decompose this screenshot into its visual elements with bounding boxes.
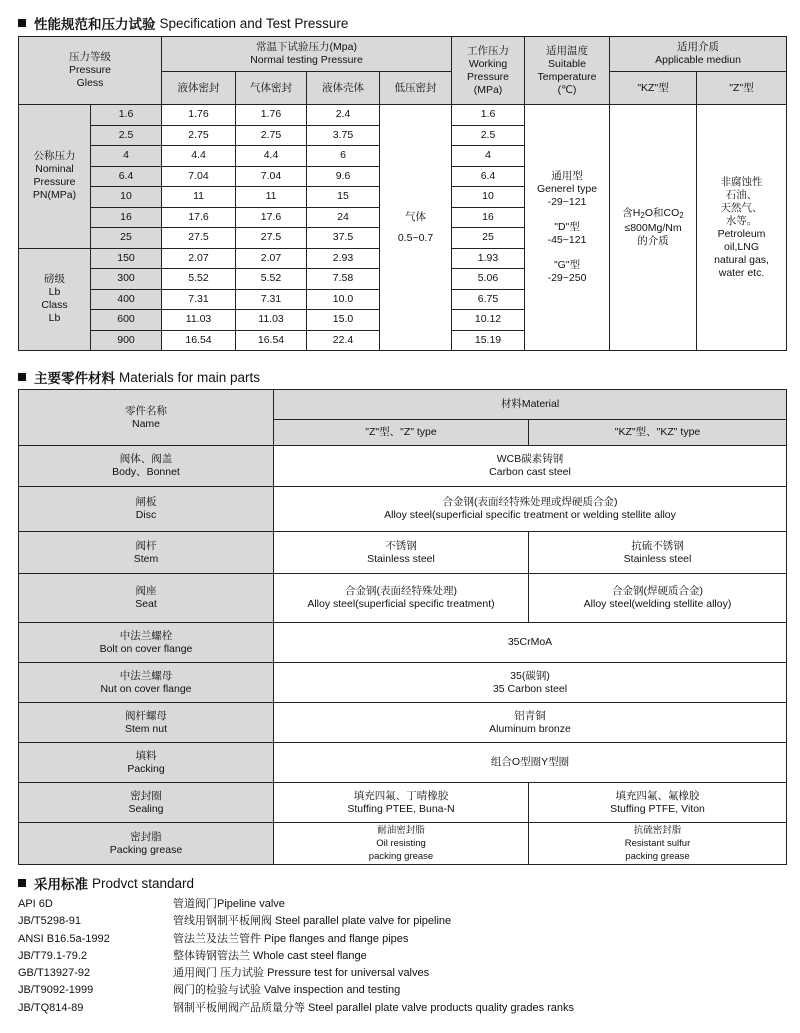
pressure-class: 6.4 — [91, 166, 162, 187]
part-name: 中法兰螺母 Nut on cover flange — [19, 663, 274, 703]
standard-desc: 管线用钢制平板闸阀 Steel parallel plate valve for pipeline — [173, 915, 452, 928]
table-row — [19, 574, 787, 623]
header-z-type: "Z"型、"Z" type — [274, 420, 529, 446]
part-name: 填料 Packing — [19, 743, 274, 783]
standard-item — [18, 948, 574, 965]
material-value: 35CrMoA — [274, 623, 787, 663]
lb-class-label: 磅级 Lb Class Lb — [19, 248, 91, 351]
gas-seal: 11.03 — [236, 310, 307, 331]
material-value-kz: 抗硫密封脂 Resistant sulfur packing grease — [529, 823, 787, 865]
liquid-seal: 17.6 — [162, 207, 236, 228]
section-title-spec: 性能规范和压力试验 Specification and Test Pressure — [18, 13, 348, 33]
working-pressure: 1.6 — [452, 105, 525, 126]
part-name: 中法兰螺栓 Bolt on cover flange — [19, 623, 274, 663]
pressure-class: 150 — [91, 248, 162, 269]
liquid-shell: 7.58 — [307, 269, 380, 290]
liquid-seal: 4.4 — [162, 146, 236, 167]
table-row — [19, 105, 787, 126]
liquid-seal: 5.52 — [162, 269, 236, 290]
standard-code: GB/T13927-92 — [18, 967, 91, 980]
table-row — [19, 446, 787, 487]
working-pressure: 6.75 — [452, 289, 525, 310]
part-name: 阀座 Seat — [19, 574, 274, 623]
liquid-seal: 16.54 — [162, 330, 236, 351]
liquid-shell: 10.0 — [307, 289, 380, 310]
liquid-shell: 22.4 — [307, 330, 380, 351]
material-value: 铝青铜 Aluminum bronze — [274, 703, 787, 743]
liquid-shell: 6 — [307, 146, 380, 167]
liquid-seal: 11.03 — [162, 310, 236, 331]
header-working-pressure: 工作压力 Working Pressure (MPa) — [452, 37, 525, 105]
working-pressure: 15.19 — [452, 330, 525, 351]
standard-item — [18, 896, 574, 913]
material-value: 组合O型圈Y型圈 — [274, 743, 787, 783]
material-value-kz: 合金钢(焊硬质合金) Alloy steel(welding stellite alloy) — [529, 574, 787, 623]
working-pressure: 10.12 — [452, 310, 525, 331]
table-row — [19, 783, 787, 823]
header-kz-type: "KZ"型、"KZ" type — [529, 420, 787, 446]
header-media: 适用介质 Applicable mediun — [610, 37, 787, 72]
table-row — [19, 823, 787, 865]
header-kz-type: "KZ"型 — [610, 72, 697, 105]
gas-seal: 2.07 — [236, 248, 307, 269]
standard-item — [18, 913, 574, 930]
material-value-z: 合金钢(表面经特殊处理) Alloy steel(superficial specific treatment) — [274, 574, 529, 623]
material-value: 合金钢(表面经特殊处理或焊硬质合金) Alloy steel(superficial specific treatment or welding stellite alloy — [274, 487, 787, 532]
material-value-kz: 抗硫不锈钢 Stainless steel — [529, 532, 787, 574]
header-liquid-shell: 液体壳体 — [307, 72, 380, 105]
part-name: 阀杆 Stem — [19, 532, 274, 574]
liquid-shell: 2.93 — [307, 248, 380, 269]
part-name: 密封圈 Sealing — [19, 783, 274, 823]
table-row — [19, 703, 787, 743]
temperature-range: 通用型 Generel type -29~121 "D"型 -45~121 "G"型 -29~250 — [525, 105, 610, 351]
standard-desc: 通用阀门 压力试验 Pressure test for universal valves — [173, 967, 430, 980]
header-part-name: 零件名称 Name — [19, 390, 274, 446]
pressure-class: 1.6 — [91, 105, 162, 126]
standard-code: JB/T5298-91 — [18, 915, 81, 928]
spec-table — [18, 36, 787, 351]
low-pressure-seal: 气体 0.5~0.7 — [380, 105, 452, 351]
gas-seal: 1.76 — [236, 105, 307, 126]
header-low-seal: 低压密封 — [380, 72, 452, 105]
square-bullet-icon — [18, 19, 26, 27]
working-pressure: 4 — [452, 146, 525, 167]
material-value: 35(碳钢) 35 Carbon steel — [274, 663, 787, 703]
pressure-class: 4 — [91, 146, 162, 167]
material-value: WCB碳素铸钢 Carbon cast steel — [274, 446, 787, 487]
table-row — [19, 743, 787, 783]
standard-desc: 管法兰及法兰管件 Pipe flanges and flange pipes — [173, 932, 409, 945]
standard-desc: 阀门的检验与试验 Valve inspection and testing — [173, 984, 401, 997]
liquid-shell: 2.4 — [307, 105, 380, 126]
standards-list — [18, 896, 574, 1017]
standard-desc: 整体铸钢管法兰 Whole cast steel flange — [173, 949, 367, 962]
gas-seal: 27.5 — [236, 228, 307, 249]
standard-item — [18, 931, 574, 948]
pressure-class: 2.5 — [91, 125, 162, 146]
standard-item — [18, 1000, 574, 1017]
working-pressure: 25 — [452, 228, 525, 249]
materials-table — [18, 389, 787, 865]
gas-seal: 16.54 — [236, 330, 307, 351]
gas-seal: 5.52 — [236, 269, 307, 290]
nominal-pressure-label: 公称压力 Nominal Pressure PN(MPa) — [19, 105, 91, 249]
header-z-type: "Z"型 — [697, 72, 787, 105]
standard-code: JB/T79.1-79.2 — [18, 949, 88, 962]
part-name: 阀体、阀盖 Body、Bonnet — [19, 446, 274, 487]
liquid-shell: 3.75 — [307, 125, 380, 146]
standard-code: API 6D — [18, 898, 53, 910]
standard-code: JB/TQ814-89 — [18, 1001, 84, 1014]
standard-item — [18, 982, 574, 999]
gas-seal: 17.6 — [236, 207, 307, 228]
part-name: 阀杆螺母 Stem nut — [19, 703, 274, 743]
standard-code: ANSI B16.5a-1992 — [18, 932, 110, 945]
pressure-class: 300 — [91, 269, 162, 290]
section-title-standards: 采用标准 Prodvct standard — [18, 873, 194, 893]
header-normal-test: 常温下试验压力(Mpa) Normal testing Pressure — [162, 37, 452, 72]
standard-item — [18, 965, 574, 982]
liquid-seal: 7.04 — [162, 166, 236, 187]
material-value-z: 填充四氟、丁晴橡胶 Stuffing PTEE, Buna-N — [274, 783, 529, 823]
header-gas-seal: 气体密封 — [236, 72, 307, 105]
section-title-materials: 主要零件材料 Materials for main parts — [18, 367, 260, 387]
liquid-seal: 11 — [162, 187, 236, 208]
pressure-class: 10 — [91, 187, 162, 208]
liquid-shell: 9.6 — [307, 166, 380, 187]
gas-seal: 7.04 — [236, 166, 307, 187]
working-pressure: 10 — [452, 187, 525, 208]
liquid-shell: 15.0 — [307, 310, 380, 331]
standard-code: JB/T9092-1999 — [18, 984, 94, 997]
liquid-shell: 24 — [307, 207, 380, 228]
part-name: 闸板 Disc — [19, 487, 274, 532]
standard-desc: 钢制平板闸阀产品质量分等 Steel parallel plate valve products quality grades ranks — [173, 1001, 575, 1014]
material-value-kz: 填充四氟、氟橡胶 Stuffing PTFE, Viton — [529, 783, 787, 823]
gas-seal: 2.75 — [236, 125, 307, 146]
pressure-class: 600 — [91, 310, 162, 331]
liquid-shell: 15 — [307, 187, 380, 208]
table-row — [19, 623, 787, 663]
liquid-seal: 7.31 — [162, 289, 236, 310]
liquid-seal: 2.75 — [162, 125, 236, 146]
gas-seal: 7.31 — [236, 289, 307, 310]
standard-desc: 管道阀门Pipeline valve — [173, 898, 285, 910]
table-row — [19, 532, 787, 574]
kz-media: 含$H_2O$和$CO_2$ ≤800Mg/Nm 的介质 — [610, 105, 697, 351]
square-bullet-icon — [18, 373, 26, 381]
liquid-seal: 2.07 — [162, 248, 236, 269]
part-name: 密封脂 Packing grease — [19, 823, 274, 865]
pressure-class: 25 — [91, 228, 162, 249]
working-pressure: 2.5 — [452, 125, 525, 146]
pressure-class: 900 — [91, 330, 162, 351]
pressure-class: 400 — [91, 289, 162, 310]
header-temperature: 适用温度 Suitable Temperature (℃) — [525, 37, 610, 105]
working-pressure: 1.93 — [452, 248, 525, 269]
header-liquid-seal: 液体密封 — [162, 72, 236, 105]
header-pressure-class: 压力等级 Pressure Gless — [19, 37, 162, 105]
working-pressure: 6.4 — [452, 166, 525, 187]
liquid-shell: 37.5 — [307, 228, 380, 249]
material-value-z: 不锈钢 Stainless steel — [274, 532, 529, 574]
header-material: 材料Material — [274, 390, 787, 420]
gas-seal: 11 — [236, 187, 307, 208]
liquid-seal: 1.76 — [162, 105, 236, 126]
working-pressure: 16 — [452, 207, 525, 228]
table-row — [19, 487, 787, 532]
working-pressure: 5.06 — [452, 269, 525, 290]
square-bullet-icon — [18, 879, 26, 887]
gas-seal: 4.4 — [236, 146, 307, 167]
material-value-z: 耐油密封脂 Oil resisting packing grease — [274, 823, 529, 865]
pressure-class: 16 — [91, 207, 162, 228]
table-row — [19, 663, 787, 703]
z-media: 非腐蚀性 石油、 天然气、 水等。 Petroleum oil,LNG natural gas, water etc. — [697, 105, 787, 351]
liquid-seal: 27.5 — [162, 228, 236, 249]
